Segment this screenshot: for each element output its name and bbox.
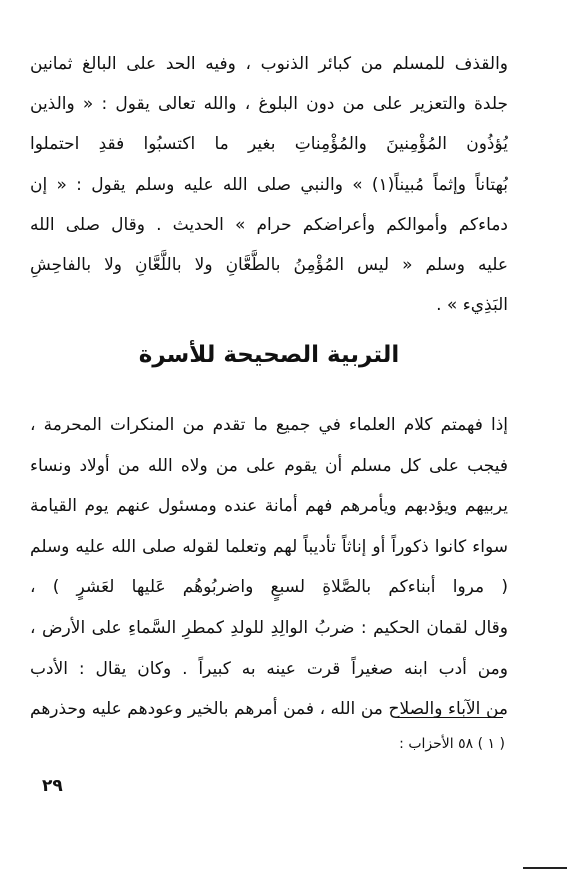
body-paragraph xyxy=(30,405,508,730)
text-line: بُهتاناً وإثماً مُبيناً(١) » والنبي صلى الله عليه وسلم يقول : « إن xyxy=(30,174,508,195)
text-line: عليه وسلم « ليس المُؤْمِنُ بالطَّعَّانِ ولا باللَّعَّانِ ولا بالفاحِشِ xyxy=(30,254,508,275)
text-line: من الآباء والصلاح من الله ، فمن أمرهم بالخير وعودهم عليه وحذرهم xyxy=(30,699,508,720)
text-line: يُؤذُون المُؤْمِنينَ والمُؤْمِناتِ بغير ما اكتسبُوا فقدِ احتملوا xyxy=(30,134,508,155)
text-line: ( مروا أبناءكم بالصَّلاةِ لسبعٍ واضربُوهُم عَليها لعَشرٍ ) ، xyxy=(30,577,508,598)
text-line: والقذف للمسلم من كبائر الذنوب ، وفيه الحد على البالغ ثمانين xyxy=(30,54,508,74)
text-line: دماءكم وأموالكم وأعراضكم حرام » الحديث . وقال صلى الله xyxy=(30,214,508,235)
corner-mark xyxy=(523,867,567,869)
text-line: جلدة والتعزير على من دون البلوغ ، والله تعالى يقول : « والذين xyxy=(30,94,508,115)
text-line: فيجب على كل مسلم أن يقوم على من ولاه الله من أولاد ونساء xyxy=(30,455,508,476)
text-line: ومن أدب ابنه صغيراً قرت عينه به كبيراً . وكان يقال : الأدب xyxy=(30,658,508,679)
section-heading: التربية الصحيحة للأسرة xyxy=(138,342,400,368)
text-line: سواء كانوا ذكوراً أو إناثاً تأديباً لهم وتعلما لقوله صلى الله عليه وسلم xyxy=(30,536,508,557)
text-line: البَذِيء » . xyxy=(436,295,508,316)
text-line: إذا فهمتم كلام العلماء في جميع ما تقدم من المنكرات المحرمة ، xyxy=(30,415,508,435)
footnote-divider xyxy=(395,717,503,718)
text-line: يربيهم ويؤدبهم ويأمرهم فهم أمانة عنده ومسئول عنهم يوم القيامة xyxy=(30,496,508,517)
intro-paragraph xyxy=(30,44,508,325)
page-number: ٢٩ xyxy=(42,776,63,796)
footnote: ( ١ ) ٥٨ الأحزاب : xyxy=(399,736,505,752)
text-line: وقال لقمان الحكيم : ضربُ الوالِدِ للولدِ كمطرِ السَّماءِ على الأرض ، xyxy=(30,617,508,638)
